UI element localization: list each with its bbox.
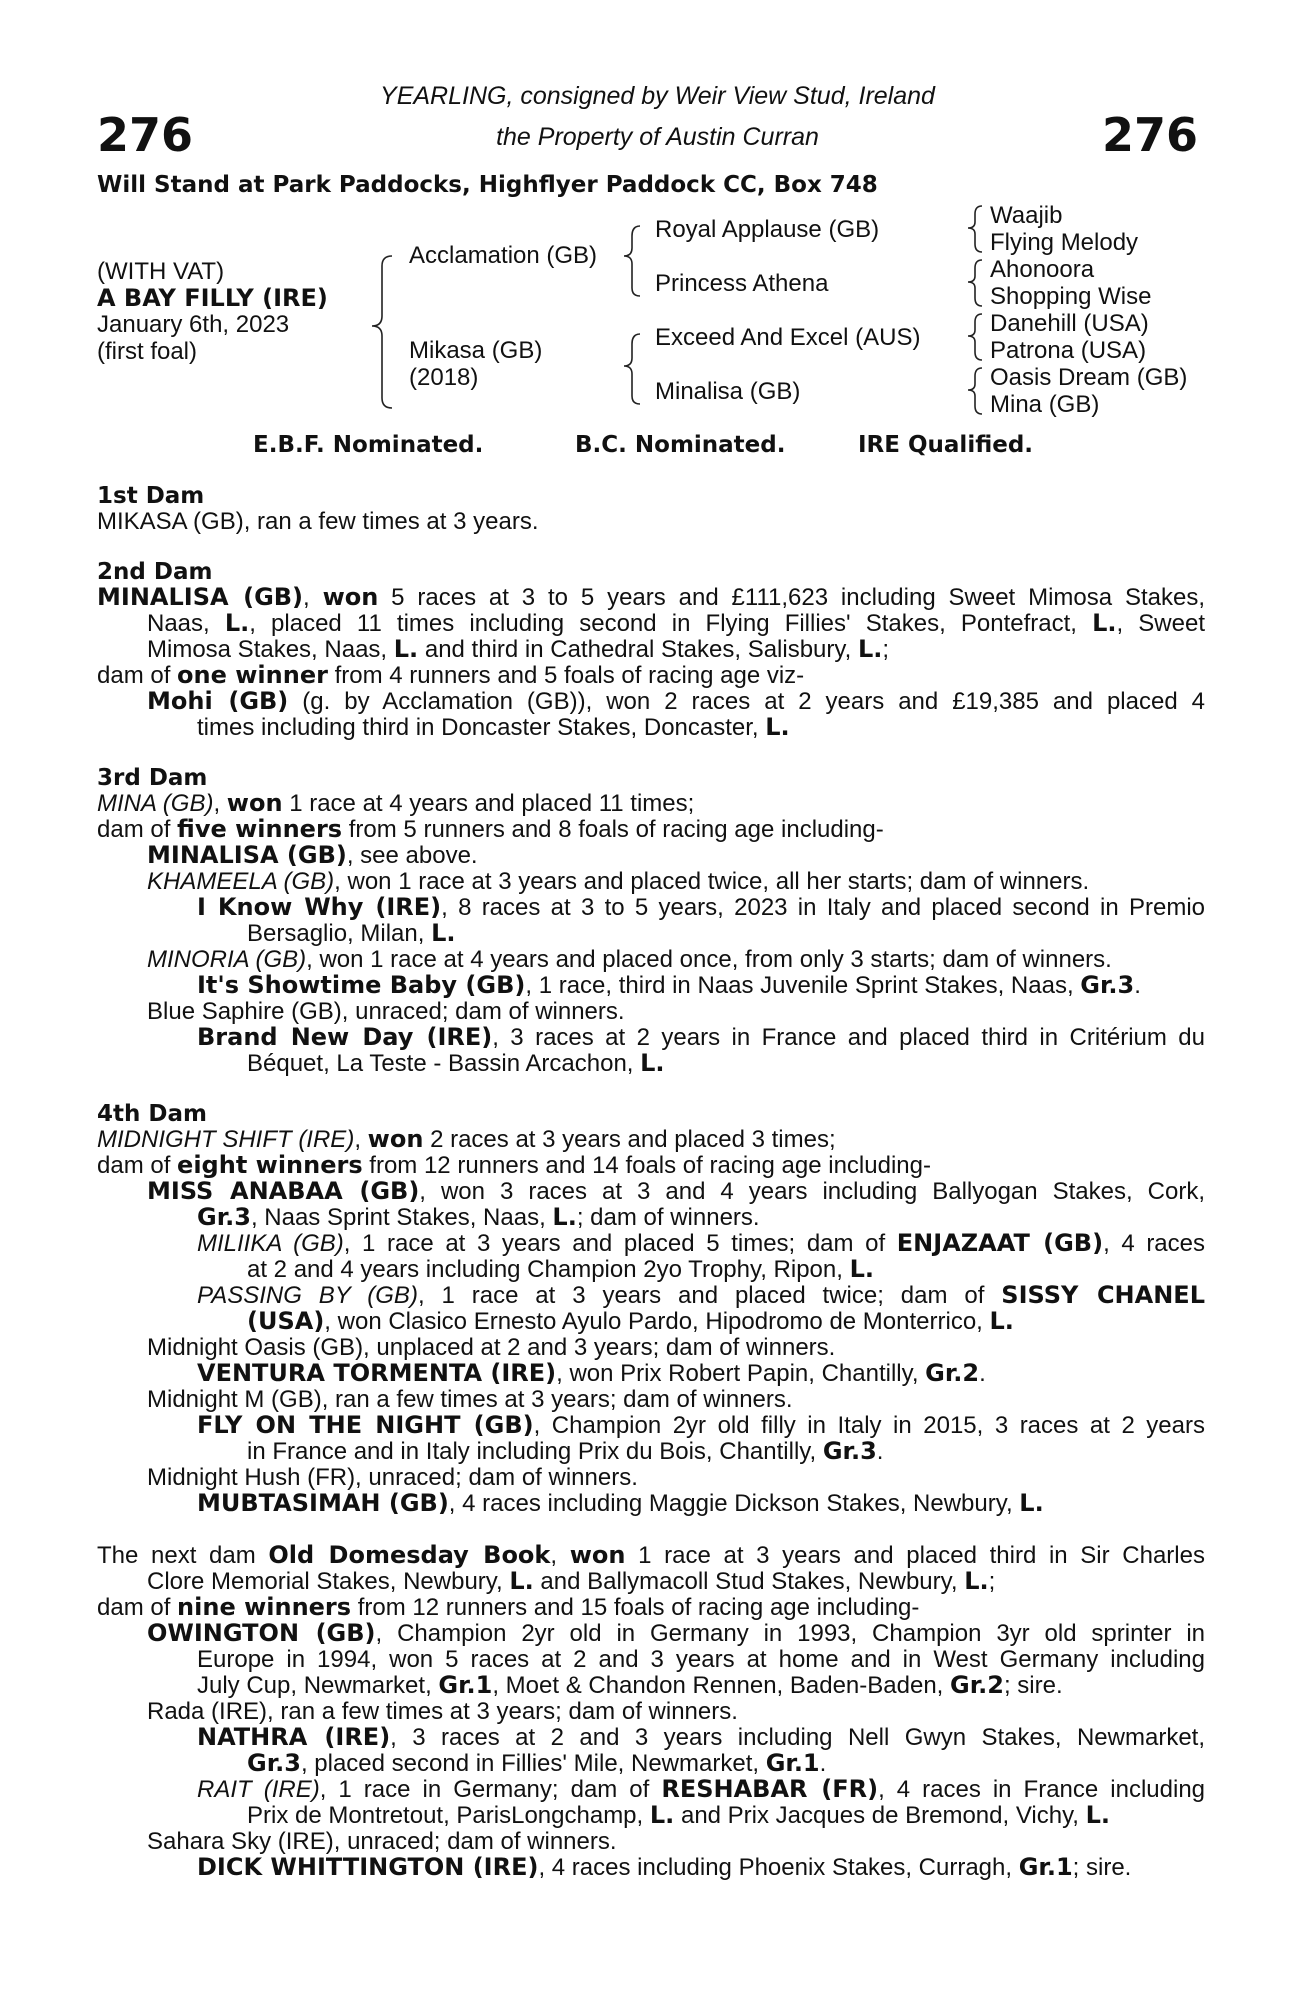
bold-text: L.	[393, 635, 419, 663]
text-run: 1 race at 3 years and placed third in Sir Charles	[625, 1542, 1205, 1569]
bold-text: NATHRA (IRE)	[197, 1723, 391, 1751]
text-run: and Prix Jacques de Bremond, Vichy,	[674, 1802, 1086, 1829]
text-line	[197, 715, 790, 741]
text-run: , 1 race at 3 years and placed 5 times; dam of	[343, 1230, 897, 1257]
text-line	[197, 1025, 1205, 1051]
text-line	[197, 1777, 1205, 1803]
text-run: Béquet, La Teste - Bassin Arcachon,	[247, 1050, 641, 1077]
text-run: , placed 11 times including second in Flying Fillies' Stakes, Pontefract,	[249, 610, 1093, 637]
text-line	[147, 947, 1112, 973]
bold-text: Gr.2	[950, 1671, 1004, 1699]
text-run: The next dam	[97, 1542, 269, 1569]
ire-qualification: IRE Qualified.	[858, 432, 1034, 458]
bold-text: L.	[649, 1801, 675, 1829]
bold-text: SISSY CHANEL	[1001, 1281, 1205, 1309]
text-run: MIKASA (GB), ran a few times at 3 years.	[97, 508, 539, 535]
text-run: , won 1 race at 3 years and placed twice, all her starts; dam of winners.	[334, 868, 1090, 895]
dam: Mikasa (GB)	[409, 337, 543, 364]
text-run: from 12 runners and 15 foals of racing age including-	[351, 1594, 920, 1621]
grandsire-maternal: Exceed And Excel (AUS)	[655, 324, 921, 351]
grandsire-paternal: Royal Applause (GB)	[655, 216, 880, 243]
text-run: , Moet & Chandon Rennen, Baden-Baden,	[492, 1672, 950, 1699]
text-run: , 4 races	[1103, 1230, 1206, 1257]
bold-text: DICK WHITTINGTON (IRE)	[197, 1853, 539, 1881]
text-run: ; sire.	[1003, 1672, 1063, 1699]
text-line	[147, 1829, 617, 1855]
text-run: , 8 races at 3 to 5 years, 2023 in Italy and placed second in Premio	[441, 894, 1205, 921]
text-line	[97, 1127, 836, 1153]
bold-text: won	[367, 1125, 424, 1153]
vat-note: (WITH VAT)	[97, 258, 225, 285]
italic-text: PASSING BY (GB)	[197, 1282, 418, 1309]
text-line	[197, 1647, 1205, 1673]
text-line	[247, 1309, 1014, 1335]
gen3-ancestor: Waajib	[990, 202, 1063, 229]
gen3-ancestor: Danehill (USA)	[990, 310, 1149, 337]
italic-text: KHAMEELA (GB)	[147, 868, 335, 895]
gen3-ancestor: Oasis Dream (GB)	[990, 364, 1188, 391]
bold-text: L.	[1085, 1801, 1111, 1829]
gen3-ancestor: Mina (GB)	[990, 391, 1100, 418]
pedigree-brackets	[0, 0, 1315, 460]
bold-text: ENJAZAAT (GB)	[896, 1229, 1104, 1257]
text-run: and third in Cathedral Stakes, Salisbury,	[418, 636, 858, 663]
italic-text: MINA (GB)	[97, 790, 214, 817]
text-run: from 12 runners and 14 foals of racing age including-	[362, 1152, 931, 1179]
bold-text: L.	[765, 713, 790, 741]
stand-location: Will Stand at Park Paddocks, Highflyer Paddock CC, Box 748	[97, 172, 878, 198]
foal-note: (first foal)	[97, 338, 198, 365]
text-line	[147, 1699, 738, 1725]
text-line	[197, 1673, 1063, 1699]
text-line	[97, 1595, 919, 1621]
text-run: (g. by Acclamation (GB)), won 2 races at 2 years and £19,385 and placed 4	[288, 688, 1205, 715]
text-run: from 4 runners and 5 foals of racing age viz-	[327, 662, 805, 689]
bold-text: It's Showtime Baby (GB)	[197, 971, 526, 999]
bold-text: nine winners	[177, 1593, 352, 1621]
bold-text: won	[322, 583, 379, 611]
bold-text: one winner	[177, 661, 328, 689]
italic-text: MIDNIGHT SHIFT (IRE)	[97, 1126, 355, 1153]
italic-text: MINORIA (GB)	[147, 946, 307, 973]
text-run: times including third in Doncaster Stakes, Doncaster,	[197, 714, 766, 741]
text-line	[247, 1803, 1110, 1829]
text-run: Europe in 1994, won 5 races at 2 and 3 years at home and in West Germany including	[197, 1646, 1205, 1673]
text-line	[247, 1257, 874, 1283]
sire: Acclamation (GB)	[409, 242, 598, 269]
text-run: , won Clasico Ernesto Ayulo Pardo, Hipodromo de Monterrico,	[324, 1308, 990, 1335]
text-line	[97, 1101, 207, 1128]
text-run: dam of	[97, 816, 178, 843]
text-line	[97, 791, 694, 817]
text-run: , 4 races including Maggie Dickson Stakes, Newbury,	[448, 1490, 1020, 1517]
text-line	[97, 663, 804, 689]
text-line	[147, 1387, 793, 1413]
text-line	[97, 483, 204, 510]
text-line	[97, 1543, 1205, 1569]
text-run: Midnight M (GB), ran a few times at 3 years; dam of winners.	[147, 1386, 793, 1413]
text-run: , 1 race in Germany; dam of	[319, 1776, 662, 1803]
text-run: .	[819, 1750, 827, 1777]
text-run: 5 races at 3 to 5 years and £111,623 including Sweet Mimosa Stakes,	[378, 584, 1205, 611]
foaling-date: January 6th, 2023	[97, 311, 290, 338]
text-run: , 3 races at 2 and 3 years including Nell Gwyn Stakes, Newmarket,	[390, 1724, 1205, 1751]
text-run: Bersaglio, Milan,	[247, 920, 432, 947]
bold-text: FLY ON THE NIGHT (GB)	[197, 1411, 534, 1439]
text-line	[147, 1465, 638, 1491]
italic-text: RAIT (IRE)	[197, 1776, 320, 1803]
text-run: Mimosa Stakes, Naas,	[147, 636, 394, 663]
text-run: ,	[354, 1126, 368, 1153]
text-line	[197, 1725, 1205, 1751]
text-run: , 3 races at 2 years in France and placed third in Critérium du	[492, 1024, 1205, 1051]
text-run: Blue Saphire (GB), unraced; dam of winners.	[147, 998, 625, 1025]
text-line	[147, 843, 478, 869]
gen3-ancestor: Shopping Wise	[990, 283, 1152, 310]
bold-text: MINALISA (GB)	[97, 583, 304, 611]
text-run: , 1 race, third in Naas Juvenile Sprint Stakes, Naas,	[525, 972, 1081, 999]
bold-text: eight winners	[177, 1151, 363, 1179]
text-line	[247, 1439, 883, 1465]
text-run: ,	[213, 790, 227, 817]
text-run: , Naas Sprint Stakes, Naas,	[250, 1204, 553, 1231]
bold-text: five winners	[177, 815, 343, 843]
bold-text: won	[569, 1541, 626, 1569]
text-run: and Ballymacoll Stud Stakes, Newbury,	[533, 1568, 965, 1595]
bold-text: Gr.3	[247, 1749, 301, 1777]
text-run: .	[876, 1438, 884, 1465]
bold-text: L.	[857, 635, 883, 663]
text-line	[147, 611, 1205, 637]
bold-text: RESHABAR (FR)	[661, 1775, 879, 1803]
consignor-line: YEARLING, consigned by Weir View Stud, Ireland	[380, 82, 935, 110]
text-line	[97, 559, 212, 586]
granddam-paternal: Princess Athena	[655, 270, 829, 297]
text-run: ; dam of winners.	[576, 1204, 760, 1231]
bold-text: L.	[224, 609, 250, 637]
gen3-ancestor: Patrona (USA)	[990, 337, 1147, 364]
bold-text: L.	[640, 1049, 665, 1077]
italic-text: MILIIKA (GB)	[197, 1230, 344, 1257]
text-run: , won 3 races at 3 and 4 years including Ballyogan Stakes, Cork,	[419, 1178, 1205, 1205]
bold-text: Gr.3	[197, 1203, 251, 1231]
horse-name: A BAY FILLY (IRE)	[97, 284, 328, 312]
text-run: , see above.	[346, 842, 478, 869]
text-line	[197, 1205, 760, 1231]
bold-text: L.	[509, 1567, 534, 1595]
text-line	[97, 817, 884, 843]
gen3-ancestor: Flying Melody	[990, 229, 1139, 256]
bold-text: L.	[552, 1203, 577, 1231]
bold-text: (USA)	[247, 1307, 325, 1335]
bold-text: L.	[1092, 609, 1117, 637]
text-run: Sahara Sky (IRE), unraced; dam of winners.	[147, 1828, 617, 1855]
text-line	[147, 1335, 835, 1361]
bold-text: Gr.3	[822, 1437, 877, 1465]
text-run: , Champion 2yr old filly in Italy in 2015, 3 races at 2 years	[533, 1412, 1205, 1439]
bold-text: Gr.1	[438, 1671, 493, 1699]
text-line	[247, 1051, 665, 1077]
text-run: .	[1134, 972, 1141, 999]
bold-text: MISS ANABAA (GB)	[147, 1177, 420, 1205]
text-line	[147, 637, 889, 663]
section-heading: 3rd Dam	[97, 765, 208, 791]
text-run: , 4 races including Phoenix Stakes, Curragh,	[538, 1854, 1019, 1881]
text-run: , 4 races in France including	[878, 1776, 1206, 1803]
text-run: Midnight Oasis (GB), unplaced at 2 and 3 years; dam of winners.	[147, 1334, 836, 1361]
text-line	[197, 1491, 1044, 1517]
text-run: , won Prix Robert Papin, Chantilly,	[556, 1360, 926, 1387]
text-line	[147, 1621, 1205, 1647]
bold-text: L.	[849, 1255, 874, 1283]
text-run: ,	[303, 584, 323, 611]
text-run: , placed second in Fillies' Mile, Newmarket,	[300, 1750, 766, 1777]
section-heading: 1st Dam	[97, 483, 205, 509]
lot-number-left: 276	[97, 108, 194, 162]
text-run: , won 1 race at 4 years and placed once, from only 3 starts; dam of winners.	[306, 946, 1112, 973]
text-run: , 1 race at 3 years and placed twice; dam of	[417, 1282, 1002, 1309]
text-run: dam of	[97, 1594, 178, 1621]
section-heading: 2nd Dam	[97, 559, 213, 585]
bold-text: L.	[989, 1307, 1014, 1335]
text-run: from 5 runners and 8 foals of racing age including-	[342, 816, 884, 843]
text-run: at 2 and 4 years including Champion 2yo Trophy, Ripon,	[247, 1256, 850, 1283]
text-line	[197, 1855, 1131, 1881]
text-line	[147, 1179, 1205, 1205]
bold-text: OWINGTON (GB)	[147, 1619, 376, 1647]
granddam-maternal: Minalisa (GB)	[655, 378, 801, 405]
text-run: ,	[550, 1542, 570, 1569]
text-line	[197, 895, 1205, 921]
text-run: Rada (IRE), ran a few times at 3 years; dam of winners.	[147, 1698, 738, 1725]
ebf-nomination: E.B.F. Nominated.	[253, 432, 484, 458]
section-heading: 4th Dam	[97, 1101, 207, 1127]
text-run: 2 races at 3 years and placed 3 times;	[423, 1126, 836, 1153]
bold-text: Gr.1	[765, 1749, 820, 1777]
bold-text: Gr.2	[925, 1359, 980, 1387]
bold-text: L.	[431, 919, 456, 947]
bc-nomination: B.C. Nominated.	[575, 432, 786, 458]
bold-text: Gr.3	[1080, 971, 1135, 999]
text-line	[147, 999, 625, 1025]
bold-text: Mohi (GB)	[147, 687, 289, 715]
text-run: ;	[882, 636, 890, 663]
bold-text: Old Domesday Book	[268, 1541, 551, 1569]
text-line	[97, 1153, 931, 1179]
text-line	[147, 869, 1089, 895]
text-run: Midnight Hush (FR), unraced; dam of winners.	[147, 1464, 638, 1491]
text-line	[147, 1569, 995, 1595]
bold-text: I Know Why (IRE)	[197, 893, 442, 921]
gen3-ancestor: Ahonoora	[990, 256, 1095, 283]
text-run: , Sweet	[1116, 610, 1205, 637]
text-run: 1 race at 4 years and placed 11 times;	[282, 790, 695, 817]
text-line	[247, 1751, 826, 1777]
text-line	[147, 689, 1205, 715]
bold-text: Brand New Day (IRE)	[197, 1023, 493, 1051]
property-line: the Property of Austin Curran	[496, 123, 819, 151]
text-run: Naas,	[147, 610, 225, 637]
text-line	[97, 585, 1205, 611]
text-line	[97, 765, 207, 792]
bold-text: L.	[964, 1567, 989, 1595]
text-line	[197, 1361, 986, 1387]
text-run: dam of	[97, 1152, 178, 1179]
text-line	[197, 1283, 1205, 1309]
dam-year: (2018)	[409, 364, 479, 391]
text-line	[197, 1413, 1205, 1439]
bold-text: won	[226, 789, 283, 817]
text-line	[247, 921, 456, 947]
text-run: ; sire.	[1072, 1854, 1132, 1881]
text-line	[197, 973, 1141, 999]
text-run: in France and in Italy including Prix du Bois, Chantilly,	[247, 1438, 823, 1465]
bold-text: L.	[1019, 1489, 1044, 1517]
text-run: Clore Memorial Stakes, Newbury,	[147, 1568, 510, 1595]
text-line	[97, 509, 538, 535]
text-line	[197, 1231, 1205, 1257]
bold-text: VENTURA TORMENTA (IRE)	[197, 1359, 557, 1387]
text-run: ;	[988, 1568, 996, 1595]
text-run: Prix de Montretout, ParisLongchamp,	[247, 1802, 650, 1829]
text-run: dam of	[97, 662, 178, 689]
text-run: July Cup, Newmarket,	[197, 1672, 439, 1699]
text-run: .	[979, 1360, 986, 1387]
bold-text: MUBTASIMAH (GB)	[197, 1489, 449, 1517]
text-run: , Champion 2yr old in Germany in 1993, Champion 3yr old sprinter in	[375, 1620, 1206, 1647]
lot-number-right: 276	[1101, 108, 1198, 162]
bold-text: Gr.1	[1018, 1853, 1073, 1881]
bold-text: MINALISA (GB)	[147, 841, 347, 869]
